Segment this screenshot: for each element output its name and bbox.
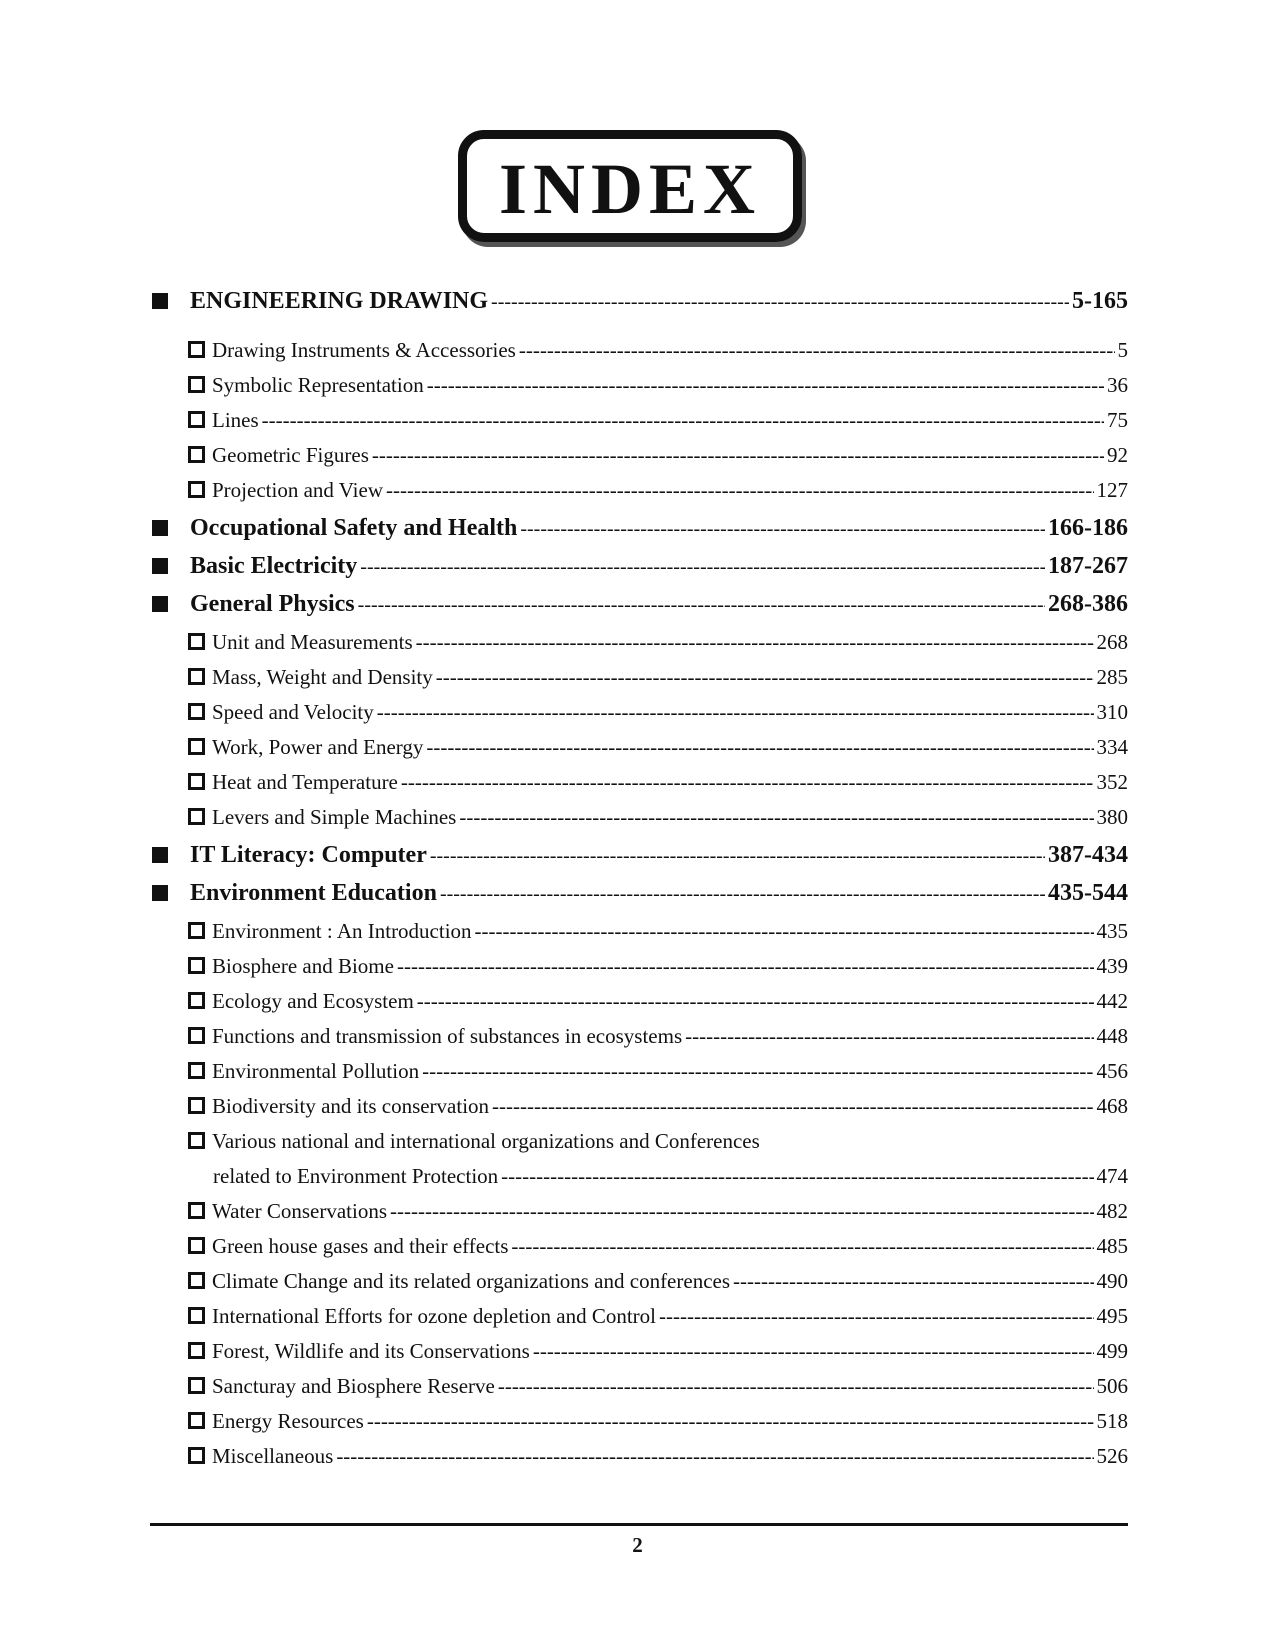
dot-leader: [733, 1269, 1093, 1294]
square-bullet-icon: [152, 558, 168, 574]
toc-item[interactable]: [188, 1059, 1128, 1084]
toc-item[interactable]: [188, 700, 1128, 725]
toc-section[interactable]: [150, 591, 1128, 618]
item-label: Symbolic Representation: [212, 373, 424, 397]
toc-section[interactable]: [150, 515, 1128, 542]
toc-item[interactable]: [188, 1094, 1128, 1119]
dot-leader: [262, 408, 1104, 433]
item-page: 468: [1096, 1094, 1128, 1118]
hollow-square-bullet-icon: [188, 1027, 205, 1044]
hollow-square-bullet-icon: [188, 992, 205, 1009]
dot-leader: [685, 1024, 1093, 1049]
hollow-square-bullet-icon: [188, 808, 205, 825]
toc-item[interactable]: [188, 1444, 1128, 1469]
toc-item[interactable]: [188, 408, 1128, 433]
item-label: Heat and Temperature: [212, 770, 398, 794]
item-page: 518: [1096, 1409, 1128, 1433]
dot-leader: [491, 291, 1069, 314]
dot-leader: [511, 1234, 1093, 1259]
section-label: General Physics: [190, 591, 355, 617]
hollow-square-bullet-icon: [188, 1447, 205, 1464]
hollow-square-bullet-icon: [188, 1097, 205, 1114]
section-label: Environment Education: [190, 880, 437, 906]
item-label: Biodiversity and its conservation: [212, 1094, 490, 1118]
toc-item[interactable]: [188, 1129, 1128, 1154]
item-label: Lines: [212, 408, 259, 432]
toc-item[interactable]: [188, 630, 1128, 655]
dot-leader: [367, 1409, 1094, 1434]
item-label: Mass, Weight and Density: [212, 665, 433, 689]
dot-leader: [519, 338, 1115, 363]
toc-item[interactable]: [188, 735, 1128, 760]
item-page: 310: [1096, 700, 1128, 724]
toc-item[interactable]: [188, 665, 1128, 690]
item-label: Unit and Measurements: [212, 630, 413, 654]
index-title-box: [458, 130, 802, 242]
toc-item[interactable]: [188, 1304, 1128, 1329]
hollow-square-bullet-icon: [188, 922, 205, 939]
dot-leader: [427, 373, 1104, 398]
square-bullet-icon: [152, 520, 168, 536]
item-page: 499: [1096, 1339, 1128, 1363]
toc-item[interactable]: [188, 1234, 1128, 1259]
dot-leader: [390, 1199, 1093, 1224]
dot-leader: [377, 700, 1094, 725]
hollow-square-bullet-icon: [188, 703, 205, 720]
hollow-square-bullet-icon: [188, 773, 205, 790]
dot-leader: [475, 919, 1094, 944]
toc-item[interactable]: [188, 373, 1128, 398]
hollow-square-bullet-icon: [188, 1412, 205, 1429]
item-page: 448: [1096, 1024, 1128, 1048]
toc-item[interactable]: [188, 1409, 1128, 1434]
hollow-square-bullet-icon: [188, 1307, 205, 1324]
dot-leader: [492, 1094, 1093, 1119]
toc-item[interactable]: [188, 770, 1128, 795]
page-title: INDEX: [498, 149, 762, 229]
item-label: Miscellaneous: [212, 1444, 334, 1468]
dot-leader: [426, 735, 1093, 760]
hollow-square-bullet-icon: [188, 1062, 205, 1079]
item-label: Drawing Instruments & Accessories: [212, 338, 516, 362]
item-page: 435: [1096, 919, 1128, 943]
dot-leader: [659, 1304, 1094, 1329]
section-pages: 268-386: [1048, 591, 1128, 617]
dot-leader: [416, 630, 1094, 655]
square-bullet-icon: [152, 847, 168, 863]
item-page: 380: [1096, 805, 1128, 829]
section-pages: 187-267: [1048, 553, 1128, 579]
toc-item[interactable]: [188, 1339, 1128, 1364]
hollow-square-bullet-icon: [188, 341, 205, 358]
toc-item[interactable]: [188, 1374, 1128, 1399]
toc-item[interactable]: [188, 1269, 1128, 1294]
toc-section[interactable]: [150, 880, 1128, 907]
dot-leader: [372, 443, 1104, 468]
item-page: 268: [1096, 630, 1128, 654]
hollow-square-bullet-icon: [188, 411, 205, 428]
hollow-square-bullet-icon: [188, 633, 205, 650]
section-pages: 387-434: [1048, 842, 1128, 868]
item-page: 482: [1096, 1199, 1128, 1223]
item-page: 352: [1096, 770, 1128, 794]
page-number: 2: [632, 1533, 643, 1557]
item-page: 456: [1096, 1059, 1128, 1083]
item-page: 285: [1096, 665, 1128, 689]
section-pages: 5-165: [1072, 288, 1128, 314]
dot-leader: [533, 1339, 1094, 1364]
hollow-square-bullet-icon: [188, 1272, 205, 1289]
toc-section[interactable]: [150, 288, 1128, 315]
item-label: Green house gases and their effects: [212, 1234, 509, 1258]
dot-leader: [417, 989, 1094, 1014]
square-bullet-icon: [152, 885, 168, 901]
dot-leader: [336, 1444, 1093, 1469]
item-label: Environment : An Introduction: [212, 919, 472, 943]
section-pages: 435-544: [1048, 880, 1128, 906]
toc-item[interactable]: [188, 919, 1128, 944]
item-label: Water Conservations: [212, 1199, 388, 1223]
hollow-square-bullet-icon: [188, 446, 205, 463]
item-page: 485: [1096, 1234, 1128, 1258]
hollow-square-bullet-icon: [188, 1132, 205, 1149]
section-label: IT Literacy: Computer: [190, 842, 427, 868]
dot-leader: [358, 594, 1045, 617]
item-page: 127: [1096, 478, 1128, 502]
dot-leader: [422, 1059, 1093, 1084]
dot-leader: [401, 770, 1094, 795]
item-page: 490: [1096, 1269, 1128, 1293]
item-label: Biosphere and Biome: [212, 954, 394, 978]
dot-leader: [436, 665, 1094, 690]
item-label: Speed and Velocity: [212, 700, 374, 724]
section-pages: 166-186: [1048, 515, 1128, 541]
dot-leader: [430, 845, 1045, 868]
toc-item[interactable]: [188, 805, 1128, 830]
toc-section[interactable]: [150, 553, 1128, 580]
item-page: 495: [1096, 1304, 1128, 1328]
item-label: Work, Power and Energy: [212, 735, 424, 759]
item-page: 506: [1096, 1374, 1128, 1398]
section-label: Basic Electricity: [190, 553, 358, 579]
dot-leader: [386, 478, 1094, 503]
hollow-square-bullet-icon: [188, 481, 205, 498]
toc-item[interactable]: [188, 954, 1128, 979]
dot-leader: [440, 883, 1045, 906]
item-label: Ecology and Ecosystem: [212, 989, 414, 1013]
dot-leader: [360, 556, 1045, 579]
item-label: Energy Resources: [212, 1409, 364, 1433]
toc-item[interactable]: [188, 1199, 1128, 1224]
hollow-square-bullet-icon: [188, 1237, 205, 1254]
item-label: Forest, Wildlife and its Conservations: [212, 1339, 530, 1363]
toc-item[interactable]: [188, 443, 1128, 468]
toc-item[interactable]: [188, 1024, 1128, 1049]
item-page: 5: [1117, 338, 1128, 362]
dot-leader: [459, 805, 1093, 830]
square-bullet-icon: [152, 293, 168, 309]
item-page: 526: [1096, 1444, 1128, 1468]
item-page: 75: [1107, 408, 1128, 432]
dot-leader: [397, 954, 1094, 979]
item-page: 334: [1096, 735, 1128, 759]
item-label-continuation: related to Environment Protection: [213, 1164, 499, 1188]
item-page: 439: [1096, 954, 1128, 978]
hollow-square-bullet-icon: [188, 376, 205, 393]
section-label: Occupational Safety and Health: [190, 515, 518, 541]
hollow-square-bullet-icon: [188, 1377, 205, 1394]
item-label: Geometric Figures: [212, 443, 369, 467]
item-label: Climate Change and its related organizations and conferences: [212, 1269, 731, 1293]
hollow-square-bullet-icon: [188, 957, 205, 974]
hollow-square-bullet-icon: [188, 668, 205, 685]
item-page: 442: [1096, 989, 1128, 1013]
square-bullet-icon: [152, 596, 168, 612]
hollow-square-bullet-icon: [188, 1202, 205, 1219]
footer-divider: [150, 1523, 1128, 1526]
item-page: 474: [1096, 1164, 1128, 1188]
item-page: 36: [1107, 373, 1128, 397]
toc-item-continuation[interactable]: [213, 1164, 1128, 1189]
section-label: ENGINEERING DRAWING: [190, 288, 489, 314]
item-label: International Efforts for ozone depletion and Control: [212, 1304, 656, 1328]
item-label: Levers and Simple Machines: [212, 805, 457, 829]
toc-item[interactable]: [188, 989, 1128, 1014]
item-label: Environmental Pollution: [212, 1059, 420, 1083]
hollow-square-bullet-icon: [188, 1342, 205, 1359]
item-label: Sancturay and Biosphere Reserve: [212, 1374, 495, 1398]
item-label: Various national and international organizations and Conferences: [212, 1129, 760, 1153]
dot-leader: [501, 1164, 1093, 1189]
dot-leader: [520, 518, 1045, 541]
dot-leader: [498, 1374, 1094, 1399]
item-label: Projection and View: [212, 478, 383, 502]
toc-section[interactable]: [150, 842, 1128, 869]
item-page: 92: [1107, 443, 1128, 467]
toc-item[interactable]: [188, 478, 1128, 503]
toc-item[interactable]: [188, 338, 1128, 363]
item-label: Functions and transmission of substances in ecosystems: [212, 1024, 683, 1048]
hollow-square-bullet-icon: [188, 738, 205, 755]
